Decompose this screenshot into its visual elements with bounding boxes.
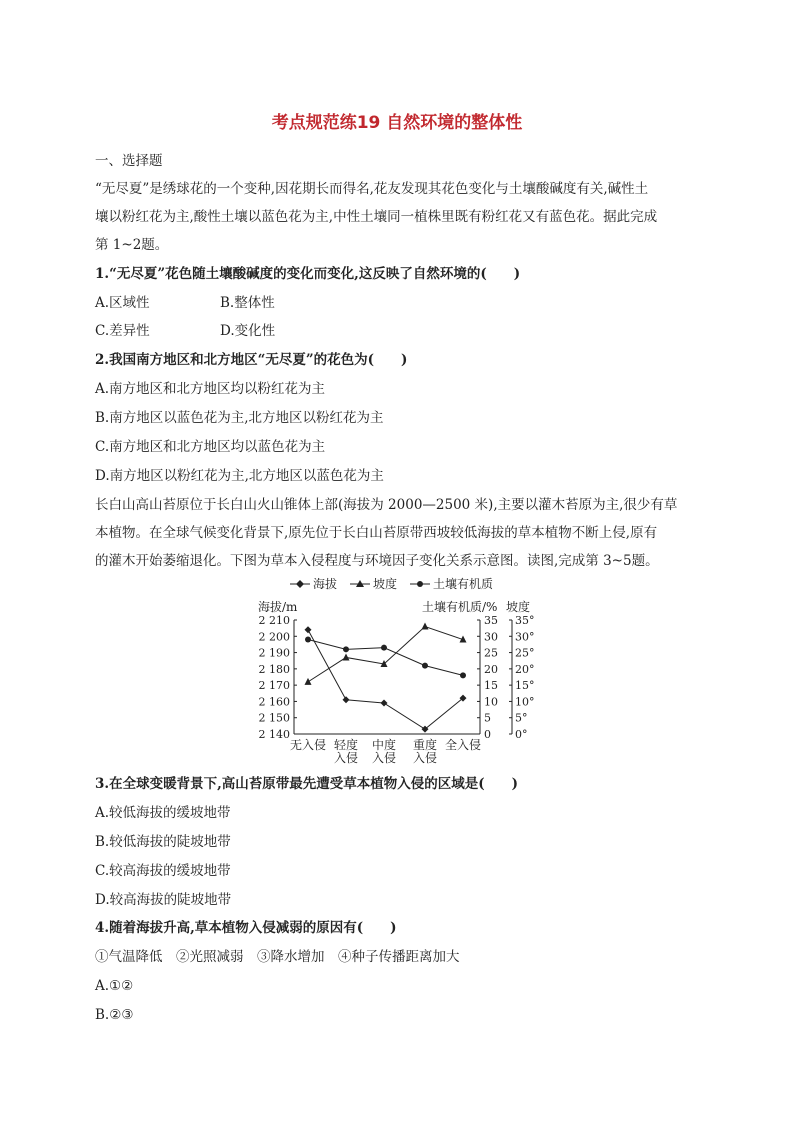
organic-point xyxy=(381,645,387,651)
left-tick-label: 2 140 xyxy=(258,728,290,741)
legend-circle-marker xyxy=(417,581,423,587)
right-axis-slope-title: 坡度 xyxy=(506,600,531,614)
passage1-line-1: “无尽夏”是绣球花的一个变种,因花期长而得名,花友发现其花色变化与土壤酸碱度有关,碱性土 xyxy=(95,181,649,197)
q1-option-b[interactable]: B.整体性 xyxy=(220,295,275,311)
slope-tick-label: 30° xyxy=(515,630,535,644)
q2-stem: 2.我国南方地区和北方地区“无尽夏”的花色为( ) xyxy=(95,352,408,368)
q1-option-d[interactable]: D.变化性 xyxy=(220,323,276,339)
organic-point xyxy=(305,637,311,643)
legend-organic: 土壤有机质 xyxy=(433,577,494,591)
x-tick-label: 重度 xyxy=(412,738,438,752)
slope-tick-label: 15° xyxy=(515,679,535,693)
q4-option-a[interactable]: A.①② xyxy=(95,978,134,994)
slope-tick-label: 0° xyxy=(515,728,528,741)
slope-tick-label: 25° xyxy=(515,646,535,660)
organic-tick-label: 30 xyxy=(484,630,498,644)
q3-stem: 3.在全球变暖背景下,高山苔原带最先遭受草本植物入侵的区域是( ) xyxy=(95,776,519,792)
passage1-line-3: 第 1~2题。 xyxy=(95,237,169,253)
x-tick-label: 全入侵 xyxy=(444,738,482,752)
q1-option-c[interactable]: C.差异性 xyxy=(95,323,150,339)
elevation-point xyxy=(381,700,388,707)
left-tick-label: 2 190 xyxy=(258,646,290,660)
q3-option-b[interactable]: B.较低海拔的陡坡地带 xyxy=(95,834,231,850)
elevation-point xyxy=(343,696,350,703)
q3-option-d[interactable]: D.较高海拔的陡坡地带 xyxy=(95,892,232,908)
series-line-diamond xyxy=(308,630,463,729)
organic-point xyxy=(422,663,428,669)
left-axis-title: 海拔/m xyxy=(258,600,298,614)
q1-stem: 1.“无尽夏”花色随土壤酸碱度的变化而变化,这反映了自然环境的( ) xyxy=(95,266,521,282)
q4-statements: ①气温降低 ②光照减弱 ③降水增加 ④种子传播距离加大 xyxy=(95,949,460,965)
legend-slope: 坡度 xyxy=(373,577,398,591)
q3-option-a[interactable]: A.较低海拔的缓坡地带 xyxy=(95,805,231,821)
passage1-line-2: 壤以粉红花为主,酸性土壤以蓝色花为主,中性土壤同一植株里既有粉红花又有蓝色花。据此完成 xyxy=(95,209,658,225)
chart-legend xyxy=(290,576,493,591)
slope-point xyxy=(422,623,429,630)
q2-option-d[interactable]: D.南方地区以粉红花为主,北方地区以蓝色花为主 xyxy=(95,468,384,484)
passage2-line-3: 的灌木开始萎缩退化。下图为草本入侵程度与环境因子变化关系示意图。读图,完成第 3~5题。 xyxy=(95,553,659,569)
series-line-circle xyxy=(308,640,463,676)
legend-diamond-marker xyxy=(296,580,304,588)
q3-option-c[interactable]: C.较高海拔的缓坡地带 xyxy=(95,863,231,879)
q2-option-c[interactable]: C.南方地区和北方地区均以蓝色花为主 xyxy=(95,439,326,455)
q1-option-a[interactable]: A.区域性 xyxy=(95,295,150,311)
left-tick-label: 2 210 xyxy=(258,614,290,627)
q4-stem: 4.随着海拔升高,草本植物入侵减弱的原因有( ) xyxy=(95,920,397,936)
slope-tick-label: 10° xyxy=(515,695,535,709)
elevation-point xyxy=(305,626,312,633)
organic-tick-label: 10 xyxy=(484,695,498,709)
q2-option-a[interactable]: A.南方地区和北方地区均以粉红花为主 xyxy=(95,381,326,397)
organic-tick-label: 15 xyxy=(484,679,498,693)
x-tick-label: 中度 xyxy=(371,738,397,752)
left-tick-label: 2 180 xyxy=(258,662,290,676)
legend-elevation: 海拔 xyxy=(313,577,338,591)
x-tick-label: 无入侵 xyxy=(289,738,327,752)
passage2-line-2: 本植物。在全球气候变化背景下,原先位于长白山苔原带西坡较低海拔的草本植物不断上侵,原有 xyxy=(95,525,658,541)
slope-point xyxy=(305,678,312,685)
x-tick-label: 入侵 xyxy=(333,751,359,765)
left-tick-label: 2 160 xyxy=(258,695,290,709)
passage2-line-1: 长白山高山苔原位于长白山火山锥体上部(海拔为 2000—2500 米),主要以灌木苔原为主,很少有草 xyxy=(95,497,678,513)
organic-tick-label: 25 xyxy=(484,646,498,660)
organic-tick-label: 5 xyxy=(484,711,491,725)
slope-tick-label: 5° xyxy=(515,711,528,725)
x-tick-label: 轻度 xyxy=(333,738,359,752)
slope-tick-label: 20° xyxy=(515,662,535,676)
organic-tick-label: 0 xyxy=(484,728,491,741)
slope-tick-label: 35° xyxy=(515,614,535,627)
organic-point xyxy=(343,646,349,652)
q4-option-b[interactable]: B.②③ xyxy=(95,1007,134,1023)
x-tick-label: 入侵 xyxy=(371,751,397,765)
organic-tick-label: 20 xyxy=(484,662,498,676)
left-tick-label: 2 170 xyxy=(258,679,290,693)
slope-point xyxy=(343,653,350,660)
right-axis-organic-title: 土壤有机质/% xyxy=(422,600,498,614)
organic-tick-label: 35 xyxy=(484,614,498,627)
q2-option-b[interactable]: B.南方地区以蓝色花为主,北方地区以粉红花为主 xyxy=(95,410,384,426)
x-tick-label: 入侵 xyxy=(412,751,438,765)
page-title: 考点规范练19 自然环境的整体性 xyxy=(271,113,523,133)
left-tick-label: 2 200 xyxy=(258,630,290,644)
left-tick-label: 2 150 xyxy=(258,711,290,725)
section-heading: 一、选择题 xyxy=(95,153,163,169)
organic-point xyxy=(460,672,466,678)
invasion-chart xyxy=(250,572,550,772)
